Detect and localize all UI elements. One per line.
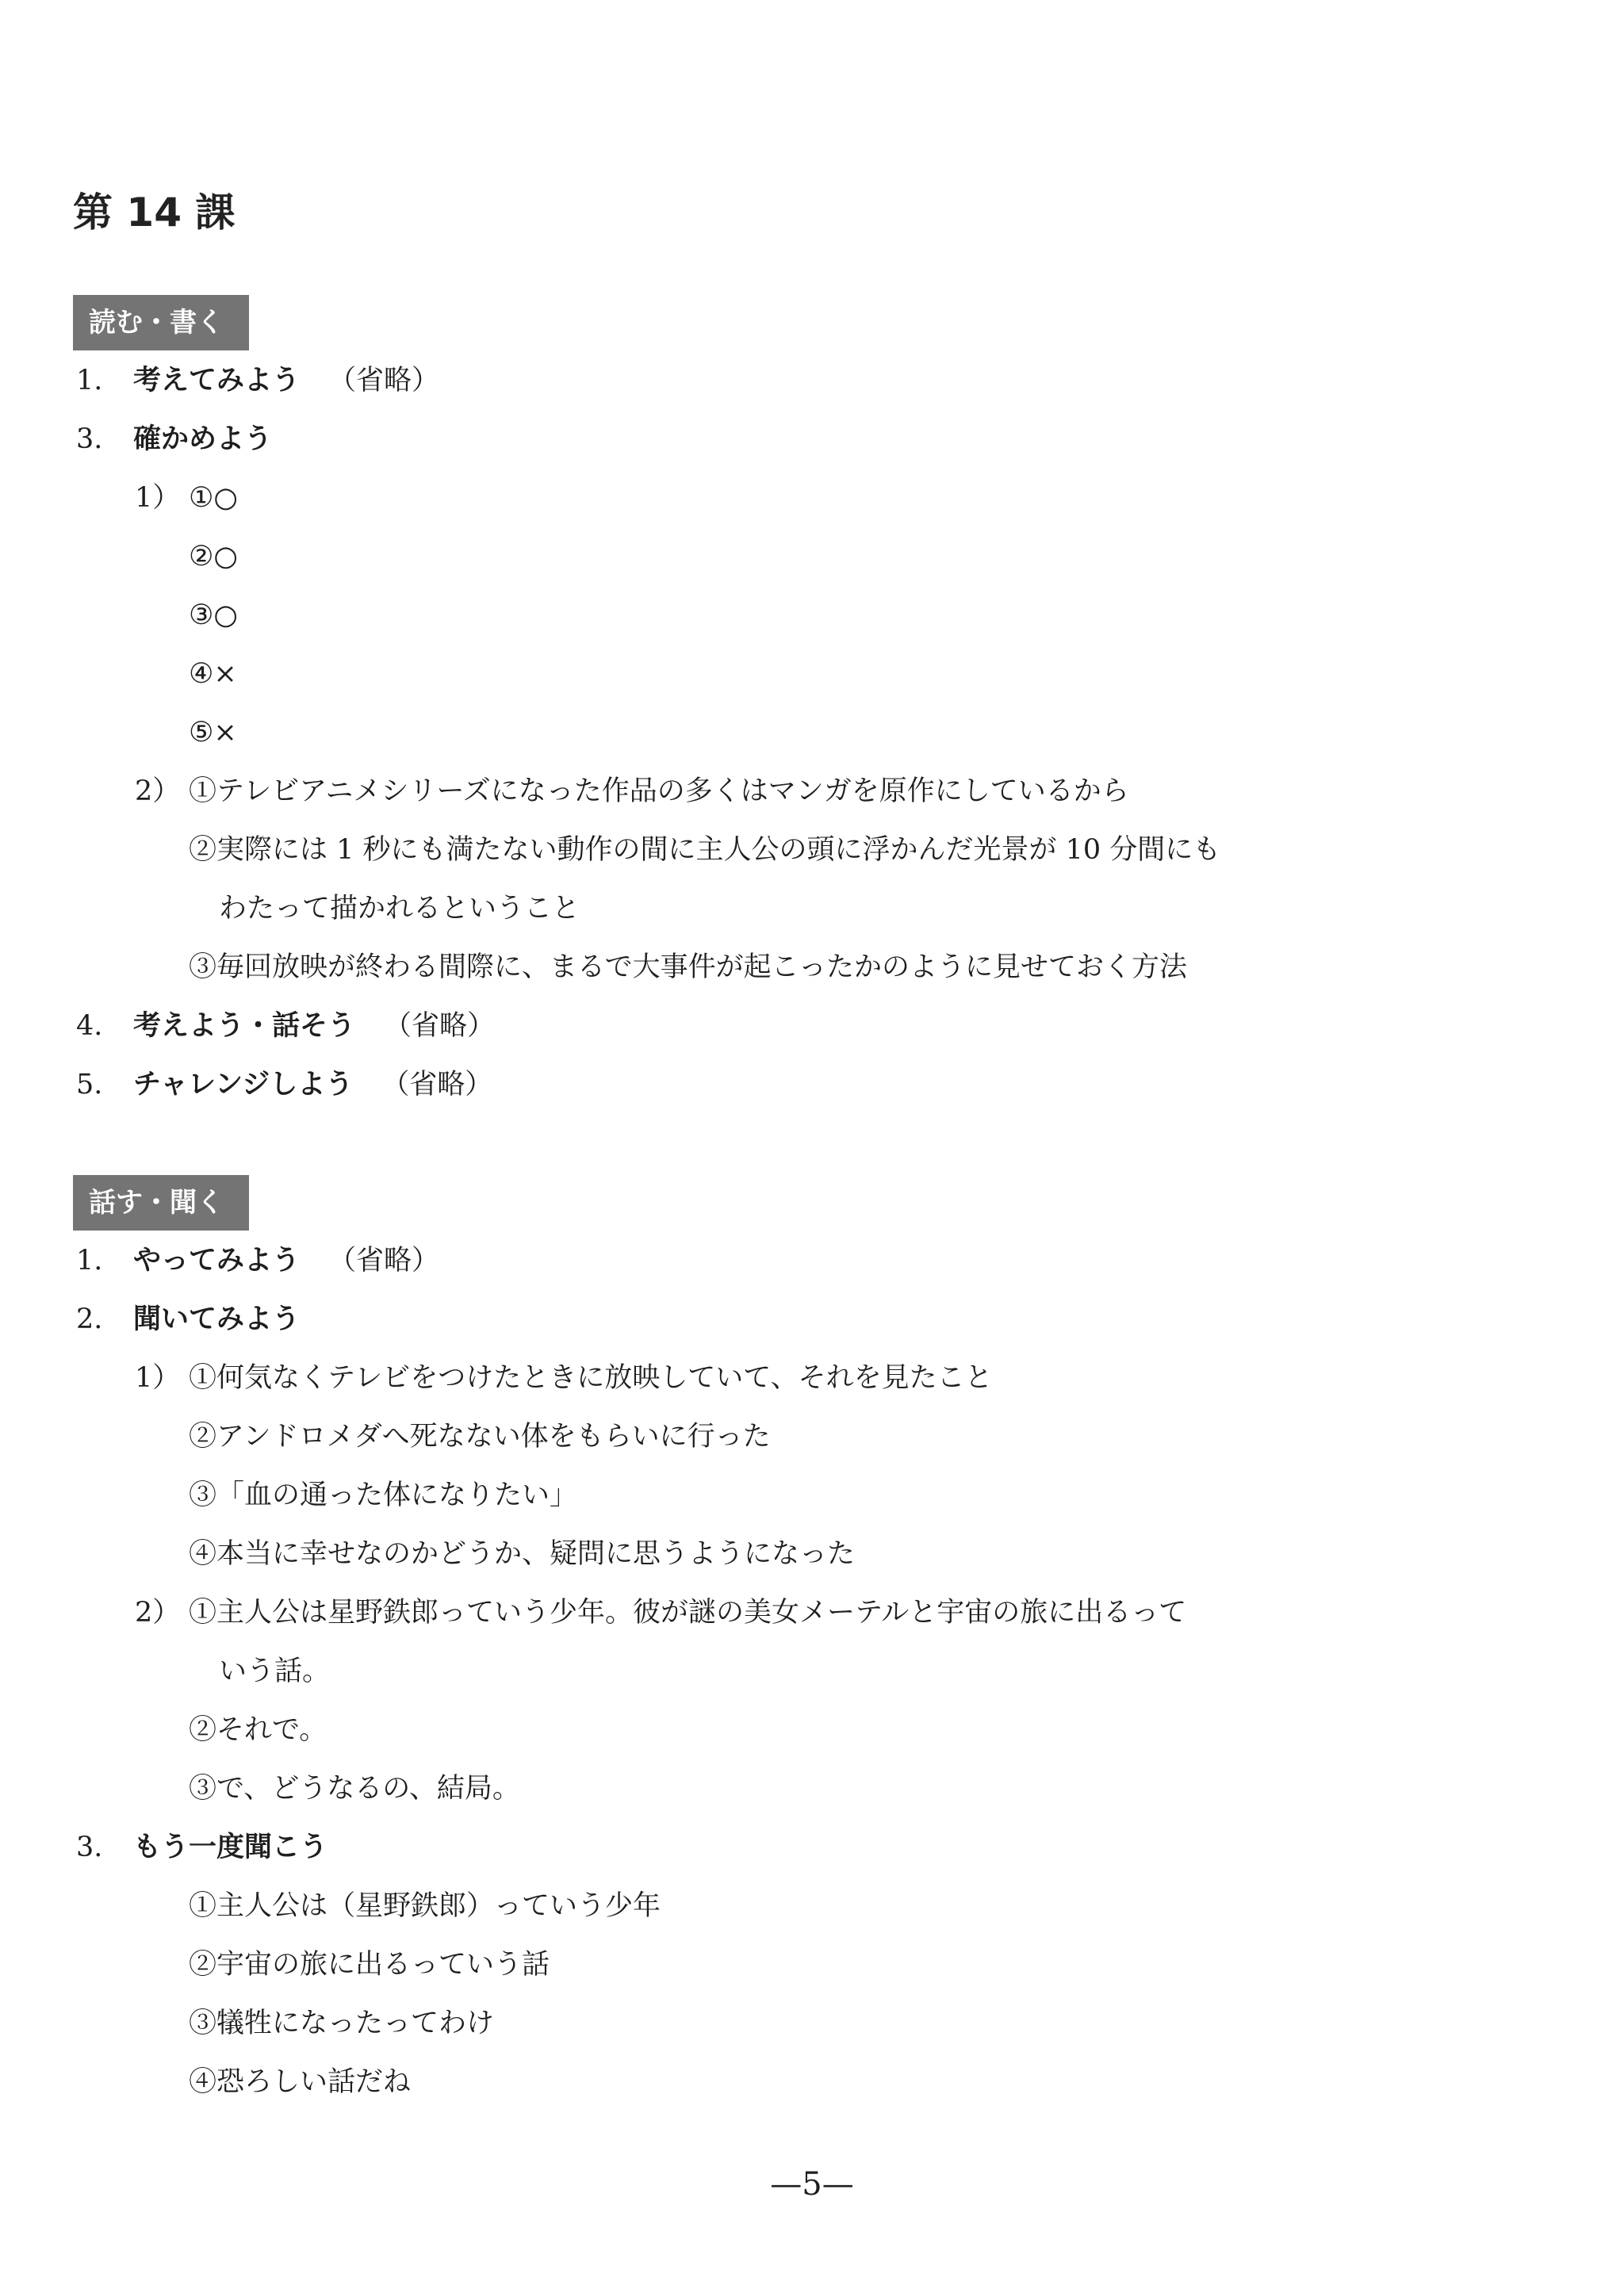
rw-q3-number: 3. — [76, 423, 103, 455]
rw-q3-sub1-answer-4: ④× — [189, 658, 237, 690]
sl-q2-sub2-label: 2） — [135, 1597, 181, 1629]
rw-q5 — [76, 1067, 492, 1102]
sl-q2-sub1-answer-4: ④本当に幸せなのかどうか、疑問に思うようになった — [189, 1538, 856, 1570]
sl-q1 — [76, 1243, 439, 1278]
rw-q4-note: （省略） — [384, 1010, 496, 1042]
rw-q3-sub2-answer-3: ③毎回放映が終わる間際に、まるで大事件が起こったかのように見せておく方法 — [189, 951, 1187, 983]
rw-q3-sub2-answer-2: ②実際には 1 秒にも満たない動作の間に主人公の頭に浮かんだ光景が 10 分間にも — [189, 834, 1221, 866]
sl-q3-heading: もう一度聞こう — [133, 1832, 328, 1863]
rw-q1-note: （省略） — [328, 365, 440, 396]
rw-q5-number: 5. — [76, 1069, 103, 1101]
sl-q2-number: 2. — [76, 1303, 103, 1335]
rw-q3-sub1-answer-1: ①○ — [189, 482, 238, 514]
rw-q3-heading: 確かめよう — [133, 423, 273, 455]
sl-q1-heading: やってみよう — [133, 1245, 301, 1277]
rw-q3 — [76, 422, 272, 457]
sl-q3-answer-3: ③犠牲になったってわけ — [189, 2008, 495, 2039]
rw-q3-sub2-answer-2-cont: わたって描かれるということ — [219, 893, 580, 924]
sl-q2-sub1-label: 1） — [135, 1362, 181, 1394]
rw-q5-heading: チャレンジしよう — [133, 1069, 354, 1101]
sl-q2 — [76, 1302, 300, 1337]
rw-q1 — [76, 363, 439, 398]
sl-q2-sub2-answer-1: ①主人公は星野鉄郎っていう少年。彼が謎の美女メーテルと宇宙の旅に出るって — [189, 1597, 1187, 1629]
sl-q3 — [76, 1830, 327, 1865]
sl-q2-sub1-answer-1: ①何気なくテレビをつけたときに放映していて、それを見たこと — [189, 1362, 993, 1394]
sl-q2-sub2-answer-1-cont: いう話。 — [219, 1656, 331, 1687]
lesson-title: 第 14 課 — [73, 189, 236, 235]
sl-q1-note: （省略） — [328, 1245, 440, 1277]
rw-q3-sub1-answer-5: ⑤× — [189, 717, 237, 748]
section-banner-read-write: 読む・書く — [73, 295, 249, 350]
rw-q3-sub1-label: 1） — [135, 482, 181, 514]
sl-q2-sub1-answer-3: ③「血の通った体になりたい」 — [189, 1480, 578, 1511]
rw-q3-sub2-label: 2） — [135, 775, 181, 807]
rw-q5-note: （省略） — [381, 1069, 493, 1101]
rw-q1-number: 1. — [76, 365, 103, 396]
section-banner-speak-listen: 話す・聞く — [73, 1175, 249, 1231]
sl-q2-heading: 聞いてみよう — [133, 1303, 301, 1335]
sl-q1-number: 1. — [76, 1245, 103, 1277]
page-number: —5— — [770, 2166, 854, 2203]
rw-q4-number: 4. — [76, 1010, 103, 1042]
sl-q3-answer-2: ②宇宙の旅に出るっていう話 — [189, 1949, 550, 1981]
sl-q3-number: 3. — [76, 1832, 103, 1863]
rw-q3-sub2-answer-1: ①テレビアニメシリーズになった作品の多くはマンガを原作にしているから — [189, 775, 1129, 807]
rw-q4 — [76, 1009, 495, 1043]
sl-q2-sub2-answer-2: ②それで。 — [189, 1714, 327, 1746]
rw-q3-sub1-answer-2: ②○ — [189, 541, 238, 572]
sl-q2-sub1-answer-2: ②アンドロメダへ死なない体をもらいに行った — [189, 1421, 771, 1453]
sl-q2-sub2-answer-3: ③で、どうなるの、結局。 — [189, 1773, 520, 1805]
rw-q3-sub1-answer-3: ③○ — [189, 599, 238, 631]
rw-q4-heading: 考えよう・話そう — [133, 1010, 356, 1042]
rw-q1-heading: 考えてみよう — [133, 365, 301, 396]
sl-q3-answer-4: ④恐ろしい話だね — [189, 2066, 412, 2098]
sl-q3-answer-1: ①主人公は（星野鉄郎）っていう少年 — [189, 1890, 661, 1922]
